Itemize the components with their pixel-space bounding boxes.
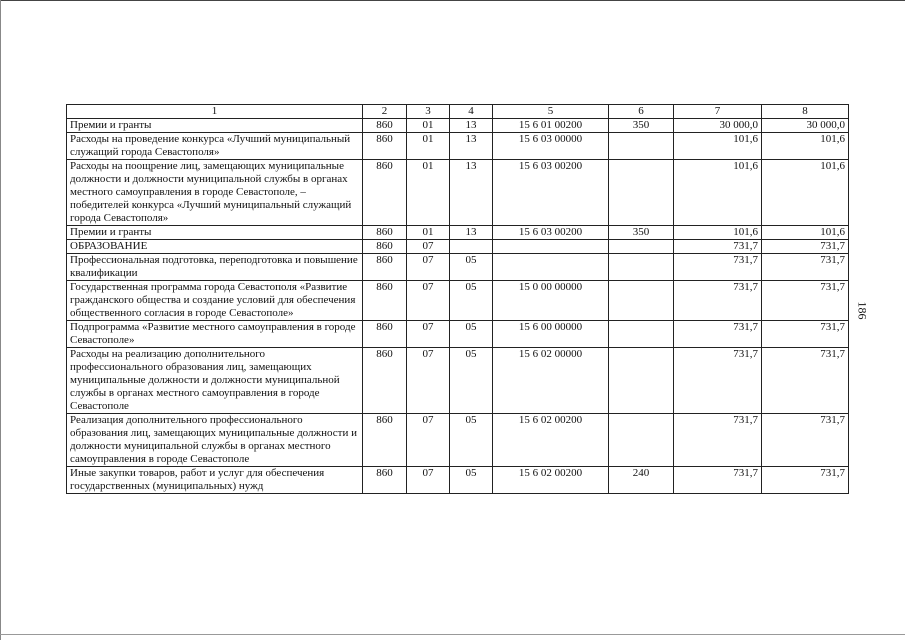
- table-row: [67, 348, 849, 414]
- cell-sum-2: 731,7: [762, 348, 849, 414]
- cell-name: Премии и гранты: [67, 119, 363, 133]
- cell-rz: 07: [407, 240, 450, 254]
- cell-name: Реализация дополнительного профессионального образования лиц, замещающих муниципальные должности и должности муниципальной службы в органах местного самоуправления в городе Севастополе: [67, 414, 363, 467]
- cell-csr: 15 6 03 00200: [493, 160, 609, 226]
- cell-vr: [609, 321, 674, 348]
- budget-table: [66, 104, 849, 494]
- cell-name: Расходы на реализацию дополнительного профессионального образования лиц, замещающих муниципальные должности и должности муниципальной службы в органах местного самоуправления в городе Севастополе: [67, 348, 363, 414]
- cell-rz: 07: [407, 281, 450, 321]
- cell-pr: 13: [450, 119, 493, 133]
- cell-vr: 240: [609, 467, 674, 494]
- cell-rz: 07: [407, 321, 450, 348]
- cell-name: Государственная программа города Севастополя «Развитие гражданского общества и создание условий для обеспечения общественного согласия в городе Севастополе»: [67, 281, 363, 321]
- cell-pr: 05: [450, 348, 493, 414]
- cell-sum-2: 731,7: [762, 321, 849, 348]
- header-col-4: 4: [450, 105, 493, 119]
- cell-csr: 15 6 01 00200: [493, 119, 609, 133]
- cell-sum-1: 101,6: [674, 160, 762, 226]
- cell-ved: 860: [363, 348, 407, 414]
- header-col-6: 6: [609, 105, 674, 119]
- cell-csr: 15 0 00 00000: [493, 281, 609, 321]
- cell-csr: 15 6 03 00200: [493, 226, 609, 240]
- cell-vr: [609, 414, 674, 467]
- cell-rz: 07: [407, 348, 450, 414]
- cell-sum-2: 731,7: [762, 240, 849, 254]
- cell-pr: 13: [450, 133, 493, 160]
- header-col-1: 1: [67, 105, 363, 119]
- cell-rz: 07: [407, 414, 450, 467]
- table-row: [67, 281, 849, 321]
- cell-name: Иные закупки товаров, работ и услуг для обеспечения государственных (муниципальных) нужд: [67, 467, 363, 494]
- cell-rz: 07: [407, 467, 450, 494]
- cell-sum-1: 731,7: [674, 240, 762, 254]
- cell-sum-1: 101,6: [674, 226, 762, 240]
- table-row: [67, 160, 849, 226]
- cell-sum-1: 731,7: [674, 467, 762, 494]
- cell-name: Подпрограмма «Развитие местного самоуправления в городе Севастополе»: [67, 321, 363, 348]
- cell-vr: 350: [609, 226, 674, 240]
- cell-sum-2: 731,7: [762, 281, 849, 321]
- cell-pr: 13: [450, 160, 493, 226]
- table-body: [67, 119, 849, 494]
- page-top-edge: [0, 0, 905, 1]
- cell-sum-2: 101,6: [762, 226, 849, 240]
- table-row: [67, 254, 849, 281]
- table-row: [67, 321, 849, 348]
- cell-sum-1: 101,6: [674, 133, 762, 160]
- cell-rz: 01: [407, 133, 450, 160]
- cell-name: Профессиональная подготовка, переподготовка и повышение квалификации: [67, 254, 363, 281]
- cell-vr: [609, 281, 674, 321]
- page-bottom-edge: [0, 634, 905, 635]
- cell-vr: [609, 133, 674, 160]
- cell-vr: [609, 348, 674, 414]
- cell-sum-2: 101,6: [762, 133, 849, 160]
- cell-sum-1: 731,7: [674, 348, 762, 414]
- table-row: [67, 467, 849, 494]
- cell-sum-2: 731,7: [762, 467, 849, 494]
- cell-ved: 860: [363, 281, 407, 321]
- cell-ved: 860: [363, 119, 407, 133]
- table-row: [67, 119, 849, 133]
- page-number: 186: [855, 301, 870, 320]
- table-row: [67, 240, 849, 254]
- cell-sum-1: 30 000,0: [674, 119, 762, 133]
- cell-pr: 05: [450, 414, 493, 467]
- cell-sum-2: 731,7: [762, 414, 849, 467]
- cell-csr: 15 6 03 00000: [493, 133, 609, 160]
- cell-pr: 05: [450, 467, 493, 494]
- cell-pr: [450, 240, 493, 254]
- cell-rz: 01: [407, 226, 450, 240]
- header-col-7: 7: [674, 105, 762, 119]
- cell-rz: 01: [407, 160, 450, 226]
- cell-pr: 05: [450, 321, 493, 348]
- cell-name: Расходы на поощрение лиц, замещающих муниципальные должности и должности муниципальной службы в органах местного самоуправления в городе Севастополе, – победителей конкурса «Лучший муниципальный служащий города Севастополя»: [67, 160, 363, 226]
- cell-pr: 13: [450, 226, 493, 240]
- cell-csr: [493, 254, 609, 281]
- cell-ved: 860: [363, 240, 407, 254]
- cell-rz: 01: [407, 119, 450, 133]
- cell-sum-2: 731,7: [762, 254, 849, 281]
- cell-vr: [609, 240, 674, 254]
- cell-pr: 05: [450, 281, 493, 321]
- cell-sum-1: 731,7: [674, 414, 762, 467]
- cell-ved: 860: [363, 226, 407, 240]
- cell-vr: 350: [609, 119, 674, 133]
- header-col-5: 5: [493, 105, 609, 119]
- cell-name: Премии и гранты: [67, 226, 363, 240]
- cell-ved: 860: [363, 254, 407, 281]
- header-col-2: 2: [363, 105, 407, 119]
- cell-sum-1: 731,7: [674, 254, 762, 281]
- cell-vr: [609, 254, 674, 281]
- cell-pr: 05: [450, 254, 493, 281]
- cell-sum-2: 30 000,0: [762, 119, 849, 133]
- table-row: [67, 226, 849, 240]
- cell-rz: 07: [407, 254, 450, 281]
- cell-ved: 860: [363, 414, 407, 467]
- table-row: [67, 133, 849, 160]
- cell-ved: 860: [363, 321, 407, 348]
- cell-sum-1: 731,7: [674, 281, 762, 321]
- header-col-8: 8: [762, 105, 849, 119]
- cell-ved: 860: [363, 160, 407, 226]
- header-col-3: 3: [407, 105, 450, 119]
- page-left-edge: [0, 0, 1, 640]
- cell-name: Расходы на проведение конкурса «Лучший муниципальный служащий города Севастополя»: [67, 133, 363, 160]
- cell-csr: 15 6 02 00200: [493, 467, 609, 494]
- cell-name: ОБРАЗОВАНИЕ: [67, 240, 363, 254]
- cell-ved: 860: [363, 133, 407, 160]
- cell-sum-1: 731,7: [674, 321, 762, 348]
- cell-csr: 15 6 02 00000: [493, 348, 609, 414]
- table-header-row: [67, 105, 849, 119]
- cell-csr: [493, 240, 609, 254]
- cell-sum-2: 101,6: [762, 160, 849, 226]
- cell-ved: 860: [363, 467, 407, 494]
- cell-csr: 15 6 00 00000: [493, 321, 609, 348]
- cell-csr: 15 6 02 00200: [493, 414, 609, 467]
- table-row: [67, 414, 849, 467]
- cell-vr: [609, 160, 674, 226]
